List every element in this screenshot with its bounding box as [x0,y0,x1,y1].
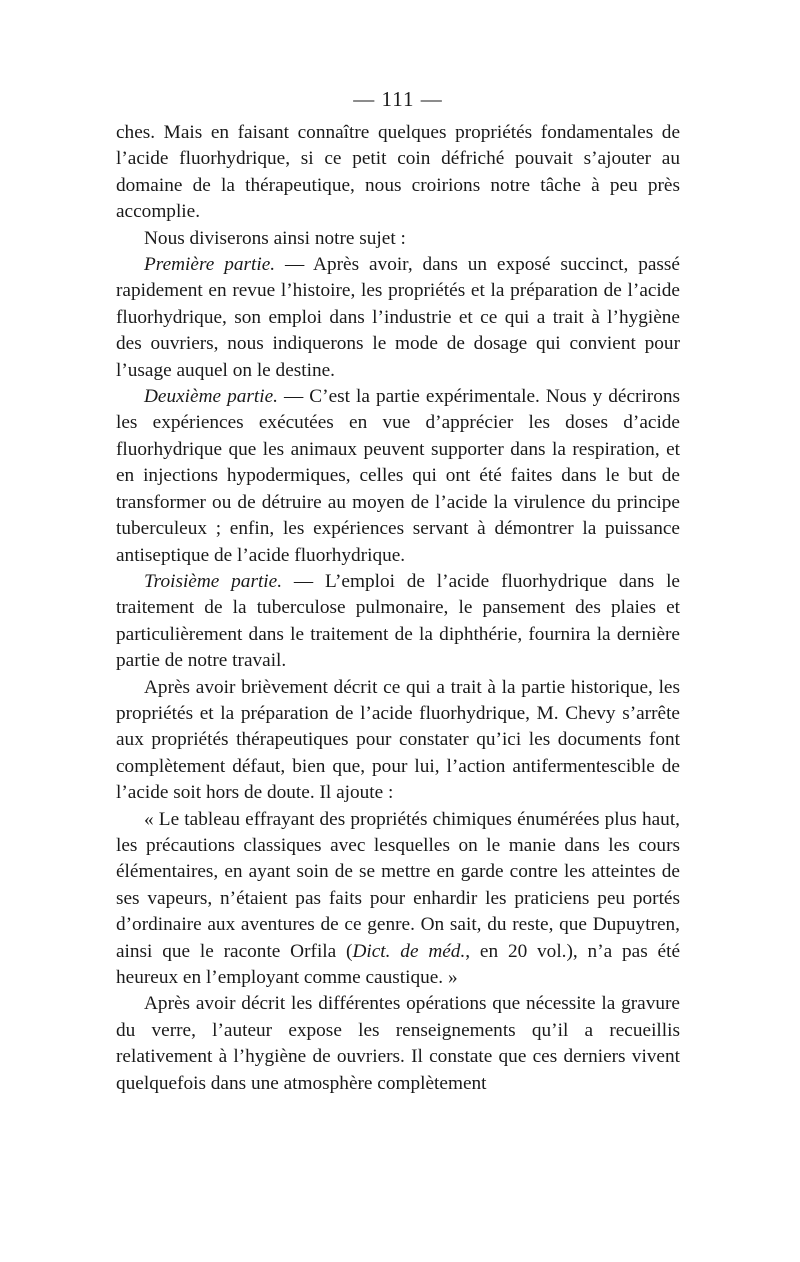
paragraph-text: — C’est la partie expérimentale. Nous y décrirons les expériences exécutées en vue d’apprécier les doses d’acide fluorhydrique que les animaux peuvent supporter dans la respiration, et en injections hypodermiques, celles qui ont été faites dans le but de transformer ou de détruire au moyen de l’acide la virulence du principe tuberculeux ; enfin, les expériences servant à démontrer la puissance antiseptique de l’acide fluorhydrique. [116,386,680,566]
paragraph-text: Après avoir décrit les différentes opérations que nécessite la gravure du verre, l’auteur expose les renseignements qu’il a recueillis relativement à l’hygiène de ouvriers. Il constate que ces derniers vivent quelquefois dans une atmosphère complètement [116,993,680,1094]
quotation-paragraph [116,807,680,992]
paragraph-text: Après avoir brièvement décrit ce qui a trait à la partie historique, les propriétés et la préparation de l’acide fluorhydrique, M. Chevy s’arrête aux propriétés thérapeutiques pour constater qu’ici les documents font complètement défaut, bien que, pour lui, l’action antifermentescible de l’acide soit hors de doute. Il ajoute : [116,676,680,804]
paragraph-text: ches. Mais en faisant connaître quelques propriétés fondamentales de l’acide fluorhydrique, si ce petit coin défriché pouvait s’ajouter au domaine de la thérapeutique, nous croirions notre tâche à peu près accomplie. [116,122,680,223]
paragraph [116,384,680,569]
paragraph-text: , en 20 vol.), n’a pas été heureux en l’employant comme caustique. » [116,940,680,988]
paragraph [116,675,680,807]
section-heading: Première partie. [144,254,276,276]
page-number: — 111 — [353,87,443,111]
paragraph [116,991,680,1097]
paragraph-text: « Le tableau effrayant des propriétés chimiques énumérées plus haut, les précautions classiques avec lesquelles on le manie dans les cours élémentaires, en ayant soin de se mettre en garde contre les atteintes de ses vapeurs, n’étaient pas faits pour enhardir les praticiens peu portés d’ordinaire aux aventures de ce genre. On sait, du reste, que Dupuytren, ainsi que le raconte Orfila ( [116,808,680,962]
paragraph [116,226,680,252]
paragraph [116,569,680,675]
section-heading: Deuxième partie. [144,386,278,408]
paragraph-text: — Après avoir, dans un exposé succinct, passé rapidement en revue l’histoire, les propriétés et la préparation de l’acide fluorhydrique, son emploi dans l’industrie et ce qui a trait à l’hygiène des ouvriers, nous indiquerons le mode de dosage qui convient pour l’usage auquel on le destine. [116,254,680,381]
book-page [116,80,680,1180]
body-text [116,120,680,1097]
paragraph-text: — L’emploi de l’acide fluorhydrique dans le traitement de la tuberculose pulmonaire, le pansement des plaies et particulièrement dans le traitement de la diphthérie, fournira la dernière partie de notre travail. [116,570,680,672]
paragraph-text: Nous diviserons ainsi notre sujet : [144,227,406,249]
paragraph [116,252,680,384]
citation-title: Dict. de méd. [352,940,466,962]
paragraph [116,120,680,226]
section-heading: Troisième partie. [144,570,283,592]
